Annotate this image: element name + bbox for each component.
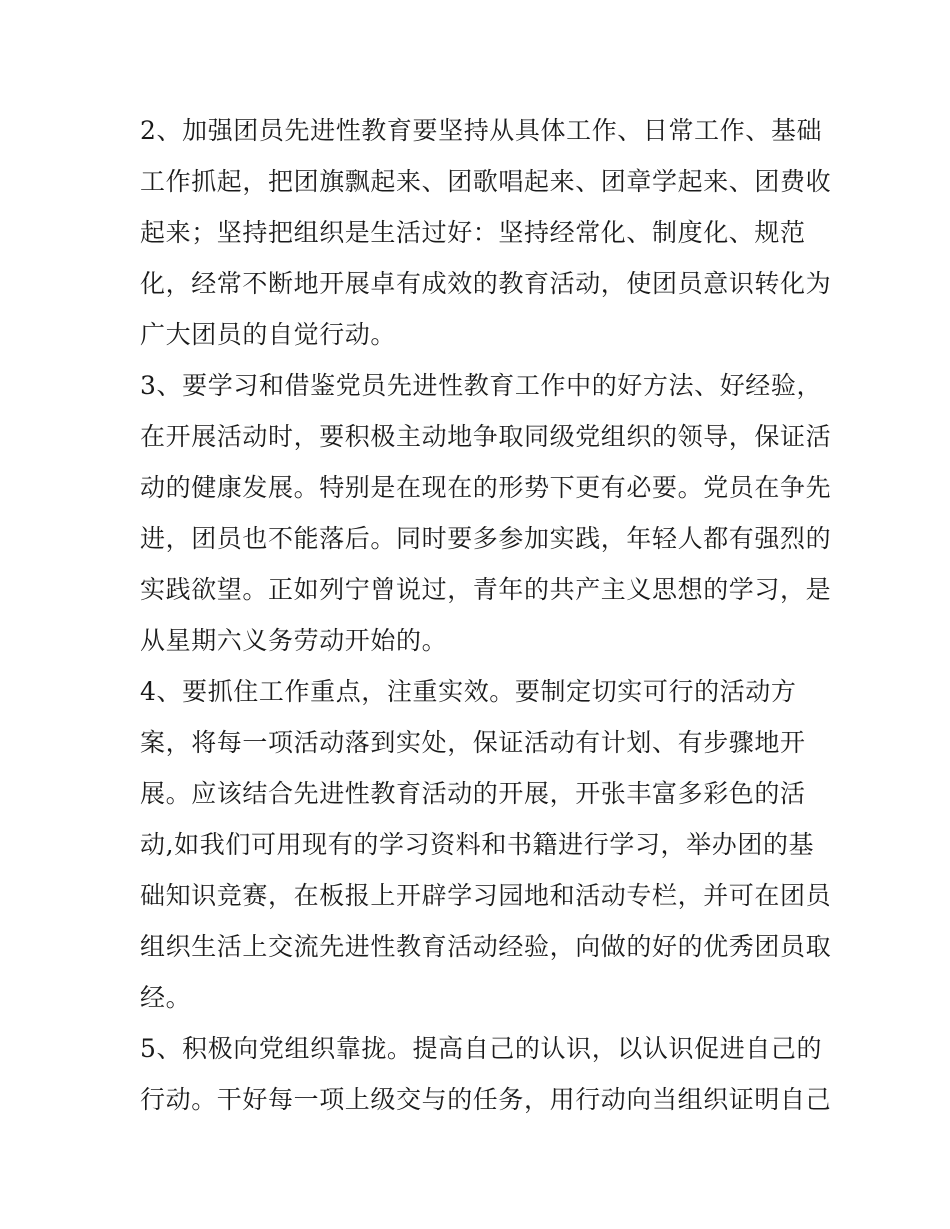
text-line: 工作抓起，把团旗飘起来、团歌唱起来、团章学起来、团费收 [140,167,832,196]
text-line: 经。 [140,983,192,1012]
document-body [140,105,832,1125]
paragraph-item-2 [140,105,832,360]
text-line: 实践欲望。正如列宁曾说过，青年的共产主义思想的学习，是 [140,575,832,604]
text-line: 广大团员的自觉行动。 [140,320,397,349]
text-line: 展。应该结合先进性教育活动的开展，开张丰富多彩色的活 [140,779,806,808]
text-line: 5、积极向党组织靠拢。提高自己的认识，以认识促进自己的 [140,1034,823,1063]
text-line: 案，将每一项活动落到实处，保证活动有计划、有步骤地开 [140,728,806,757]
text-line: 动,如我们可用现有的学习资料和书籍进行学习，举办团的基 [140,830,815,859]
text-line: 从星期六义务劳动开始的。 [140,626,448,655]
paragraph-item-3 [140,360,832,666]
paragraph-item-4 [140,666,832,1023]
paragraph-item-5 [140,1023,832,1125]
text-line: 3、要学习和借鉴党员先进性教育工作中的好方法、好经验， [140,371,823,400]
text-line: 进，团员也不能落后。同时要多参加实践，年轻人都有强烈的 [140,524,832,553]
text-line: 在开展活动时，要积极主动地争取同级党组织的领导，保证活 [140,422,832,451]
text-line: 组织生活上交流先进性教育活动经验，向做的好的优秀团员取 [140,932,832,961]
text-line: 2、加强团员先进性教育要坚持从具体工作、日常工作、基础 [140,116,823,145]
text-line: 起来；坚持把组织是生活过好：坚持经常化、制度化、规范 [140,218,806,247]
text-line: 动的健康发展。特别是在现在的形势下更有必要。党员在争先 [140,473,832,502]
text-line: 化，经常不断地开展卓有成效的教育活动，使团员意识转化为 [140,269,832,298]
text-line: 行动。干好每一项上级交与的任务，用行动向当组织证明自己 [140,1085,832,1114]
text-line: 4、要抓住工作重点，注重实效。要制定切实可行的活动方 [140,677,797,706]
text-line: 础知识竞赛，在板报上开辟学习园地和活动专栏，并可在团员 [140,881,832,910]
